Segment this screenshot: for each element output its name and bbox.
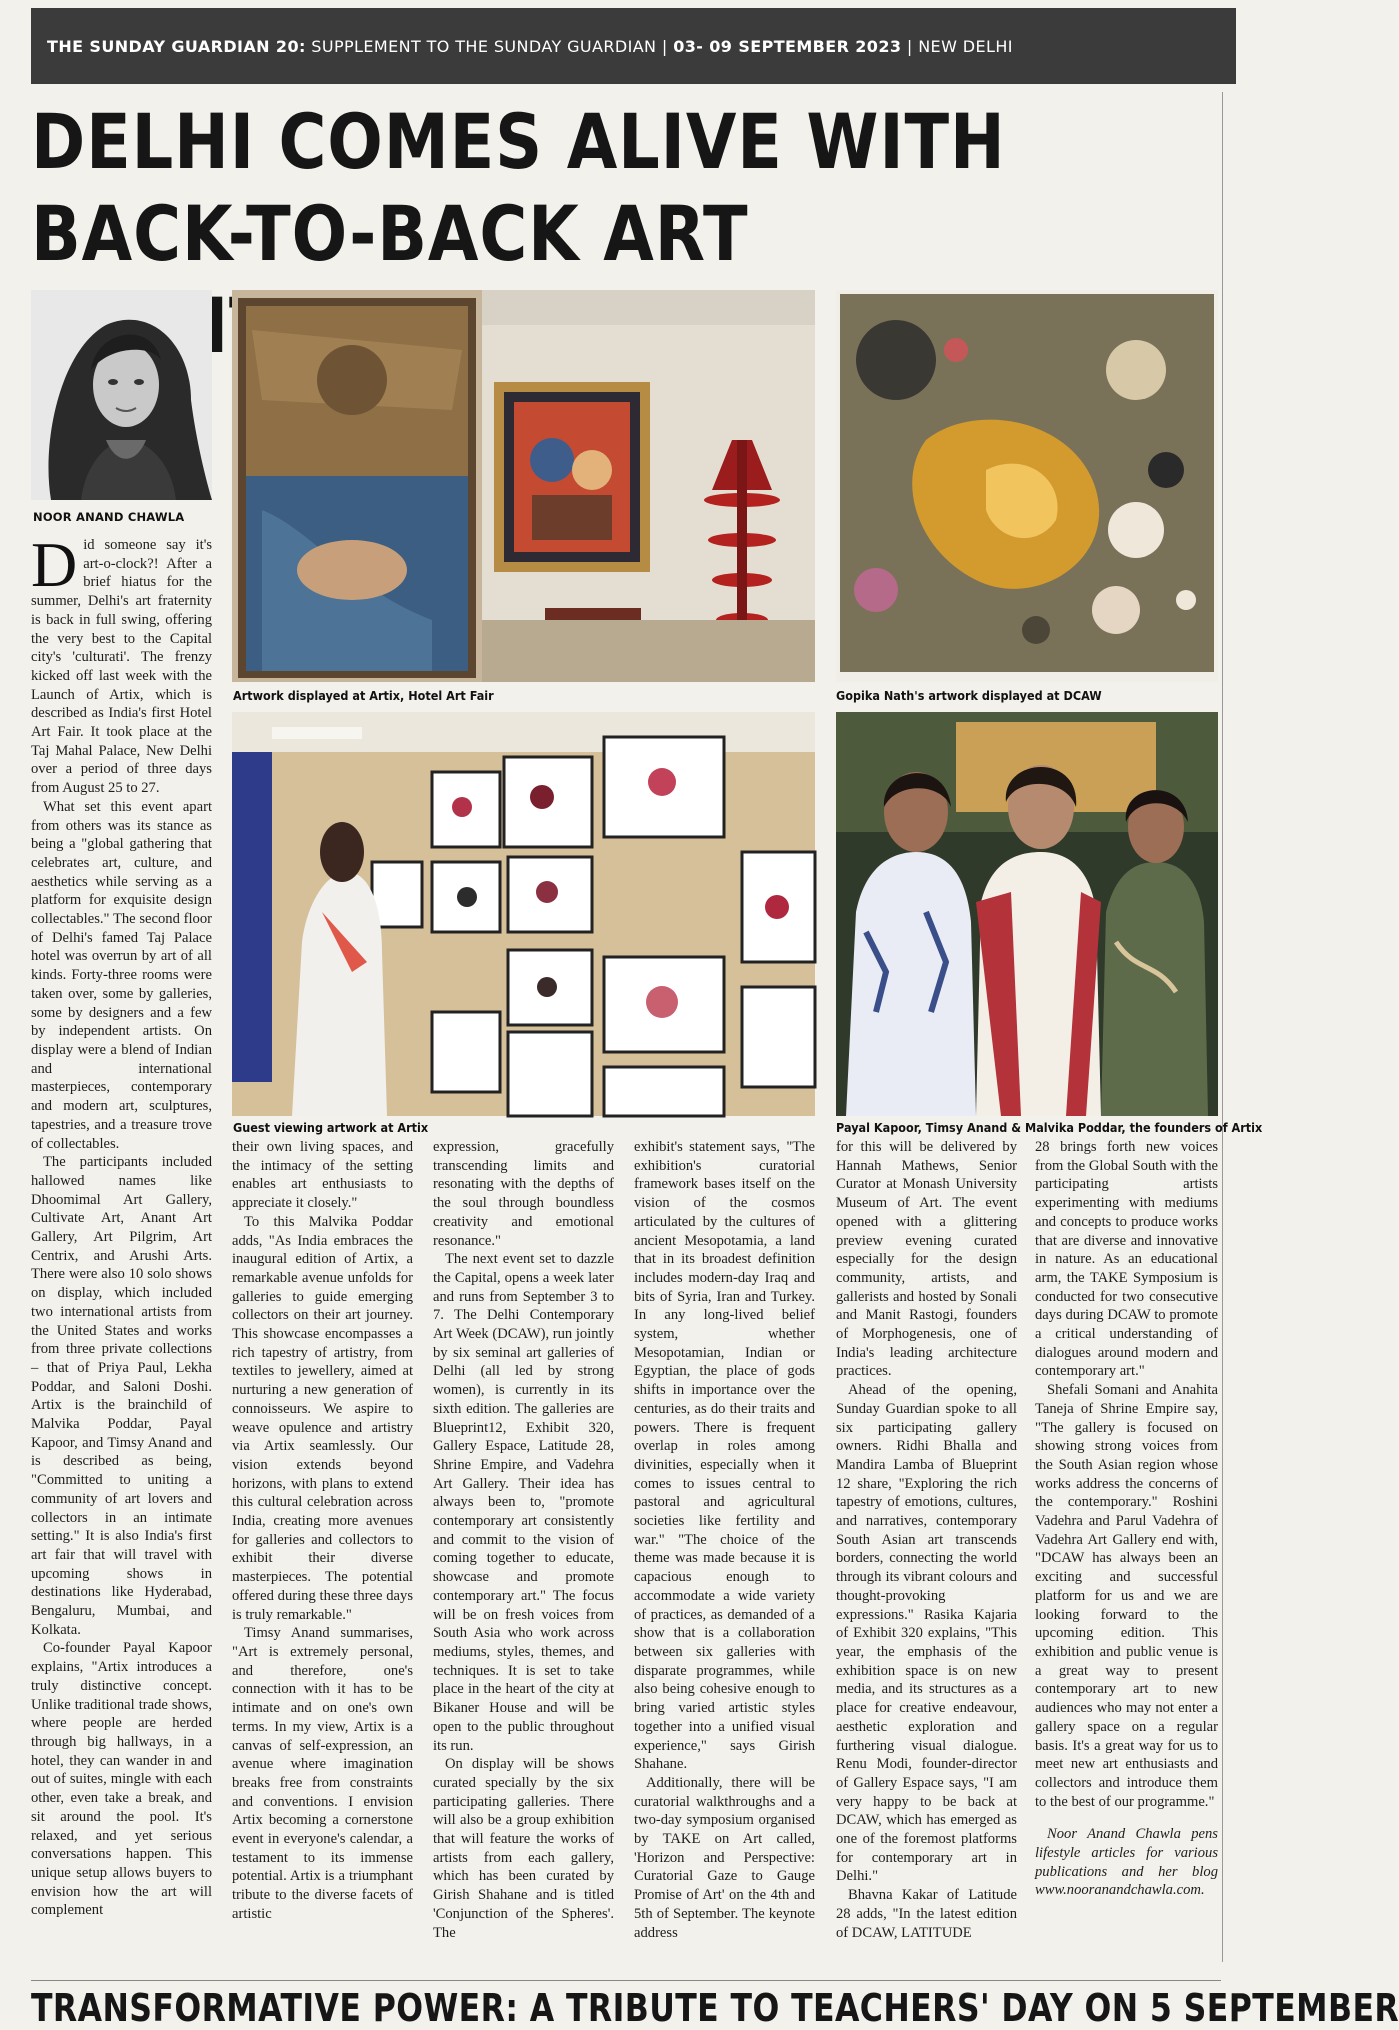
- article-paragraph: id someone say it's art-o-clock?! After a brief hiatus for the summer, Delhi's art fraternity is back in full swing, offering the very best to the Capital city's 'culturati'. The frenzy kicked off last week with the Launch of Artix, which is described as India's first Hotel Art Fair. It took place at the Taj Mahal Palace, New Delhi over a period of three days from August 25 to 27.: [31, 537, 212, 797]
- caption-photo1: Artwork displayed at Artix, Hotel Art Fair: [233, 688, 494, 703]
- article-paragraph: The next event set to dazzle the Capital, opens a week later and runs from September 3 to 7. The Delhi Contemporary Art Week (DCAW), run jointly by six seminal art galleries of Delhi (all led by strong women), is currently in its sixth edition. The galleries are Blueprint12, Exhibit 320, Gallery Espace, Latitude 28, Shrine Empire, and Vadehra Art Gallery. Their idea has always been to, "promote contemporary art consistently and commit to the vision of coming together to educate, showcase and promote contemporary art." The focus will be on fresh voices from South Asia who work across mediums, styles, themes, and techniques. It is set to take place in the heart of the city at Bikaner House and will be open to the public throughout its run.: [433, 1251, 614, 1754]
- article-paragraph: exhibit's statement says, "The exhibition's curatorial framework bases itself on the vision of the cosmos articulated by the cultures of ancient Mesopotamia, a land that in its broadest definition includes modern-day Iraq and bits of Syria, Iran and Turkey. In any long-lived belief system, whether Mesopotamian, Indian or Egyptian, the place of gods shifts in importance over the centuries, as do their traits and powers. There is frequent overlap in roles among divinities, especially when it comes to issues central to pastoral and agricultural societies like fertility and war." "The choice of the theme was made because it is capacious enough to accommodate a wide variety of practices, as demanded of a show that is a collaboration between six galleries with disparate programmes, while also being cohesive enough to bring varied artistic styles together into a unified visual experience," says Girish Shahane.: [634, 1139, 815, 1773]
- article-paragraph: To this Malvika Poddar adds, "As India embraces the inaugural edition of Artix, a remarkable avenue unfolds for galleries to guide emerging collectors on their art journey. This showcase encompasses a rich tapestry of artistry, from textiles to jewellery, aimed at nurturing a new generation of connoisseurs. We aspire to weave opulence and artistry via Artix seamlessly. Our vision extends beyond horizons, with plans to extend this cultural celebration across India, creating more avenues for galleries and collectors to exhibit their diverse masterpieces. The potential offered during these three days is truly remarkable.": [232, 1213, 413, 1623]
- article-column-4: [634, 1138, 815, 1966]
- page-gutter-divider: [1222, 92, 1238, 1962]
- photo-gopika-nath-artwork: [836, 290, 1218, 682]
- caption-photo4: Payal Kapoor, Timsy Anand & Malvika Poddar, the founders of Artix: [836, 1120, 1263, 1135]
- supplement-label: SUPPLEMENT TO THE SUNDAY GUARDIAN: [311, 36, 657, 56]
- article-paragraph: What set this event apart from others was its stance as being a "global gathering that celebrates art, culture, and aesthetics while serving as a platform for exquisite design collectables." The second floor of Delhi's famed Taj Palace hotel was overrun by art of all kinds. Forty-three rooms were taken over, some by galleries, some by designers and a few by independent artists. On display were a blend of Indian and international masterpieces, contemporary and modern art, sculptures, tapestries, and a treasure trove of collectables.: [31, 798, 212, 1152]
- article-column-5: [836, 1138, 1017, 1966]
- issue-dates: 03- 09 SEPTEMBER 2023: [673, 36, 902, 56]
- article-paragraph: Ahead of the opening, Sunday Guardian spoke to all six participating gallery owners. Ridhi Bhalla and Mandira Lamba of Blueprint 12 share, "Exploring the rich tapestry of emotions, cultures, and narratives, contemporary South Asian art transcends borders, connecting the world through its vibrant colours and thought-provoking expressions." Rasika Kajaria of Exhibit 320 explains, "This year, the emphasis of the exhibition space is on new media, and its structures as a place for creative endeavour, aesthetic exploration and furthering visual dialogue. Renu Modi, founder-director of Gallery Espace says, "I am very happy to be back at DCAW, which has emerged as one of the foremost platforms for contemporary art in Delhi.": [836, 1382, 1017, 1885]
- photo-artix-founders: [836, 712, 1218, 1116]
- article-column-2: [232, 1138, 413, 1966]
- caption-photo2: Gopika Nath's artwork displayed at DCAW: [836, 688, 1102, 703]
- article-column-1: [31, 529, 212, 1966]
- article-paragraph: On display will be shows curated specially by the six participating galleries. There will also be a group exhibition that will feature the works of artists from each gallery, which has been curated by Girish Shahane and is titled 'Conjunction of the Spheres'. The: [433, 1756, 614, 1941]
- article-paragraph: expression, gracefully transcending limits and resonating with the depths of the soul through boundless creativity and emotional resonance.": [433, 1139, 614, 1249]
- article-paragraph: The participants included hallowed names like Dhoomimal Art Gallery, Cultivate Art, Anant Art Gallery, Art Pilgrim, Art Centrix, and Arushi Arts. There were also 10 solo shows on display, which included two international artists from the United States and works from three private collections – that of Priya Paul, Lekha Poddar, and Saloni Doshi. Artix is the brainchild of Malvika Poddar, Payal Kapoor, and Timsy Anand and is described as being, "Committed to uniting a community of art lovers and collectors in an intimate setting." It is also India's first art fair that will travel with upcoming shows in destinations like Hyderabad, Bengaluru, Mumbai, and Kolkata.: [31, 1154, 212, 1638]
- author-portrait: [31, 290, 212, 500]
- masthead-bar: THE SUNDAY GUARDIAN 20: SUPPLEMENT TO THE SUNDAY GUARDIAN | 03- 09 SEPTEMBER 2023 | NEW DELHI: [31, 8, 1236, 84]
- author-byline: NOOR ANAND CHAWLA: [33, 510, 185, 524]
- section-divider: [31, 1980, 1221, 1981]
- photo-guest-viewing-artwork: [232, 712, 815, 1116]
- page-title: DELHI COMES ALIVE WITH BACK-TO-BACK ART: [31, 97, 1006, 278]
- article-column-3: [433, 1138, 614, 1966]
- next-article-headline: TRANSFORMATIVE POWER: A TRIBUTE TO TEACHERS' DAY ON 5 SEPTEMBER: [31, 1986, 1399, 2030]
- article-paragraph: 28 brings forth new voices from the Global South with the participating artists experimenting with mediums and concepts to produce works that are diverse and innovative in nature. As an educational arm, the TAKE Symposium is conducted for two consecutive days during DCAW to promote a critical understanding of dialogues around modern and contemporary art.": [1035, 1139, 1218, 1380]
- drop-cap: D: [31, 529, 78, 600]
- article-paragraph: their own living spaces, and the intimacy of the setting enables art enthusiasts to appreciate it closely.": [232, 1139, 413, 1212]
- article-paragraph: Additionally, there will be curatorial walkthroughs and a two-day symposium organised by TAKE on Art called, 'Horizon and Perspective: Curatorial Gaze to Gauge Promise of Art' on the 4th and 5th of September. The keynote address: [634, 1774, 815, 1941]
- article-paragraph: Shefali Somani and Anahita Taneja of Shrine Empire say, "The gallery is focused on showing strong voices from the South Asian region whose works address the concerns of the contemporary." Roshini Vadehra and Parul Vadehra of Vadehra Art Gallery end with, "DCAW has always been an exciting and successful platform for us and we are looking forward to the upcoming edition. This exhibition and public venue is a great way to present contemporary art to new audiences who may not enter a gallery space on a regular basis. It's a great way for us to meet new art enthusiasts and collectors and introduce them to the best of our programme.": [1035, 1382, 1218, 1810]
- article-column-6: [1035, 1138, 1218, 1966]
- caption-photo3: Guest viewing artwork at Artix: [233, 1120, 429, 1135]
- author-signoff: Noor Anand Chawla pens lifestyle articles for various publications and her blog www.nooranandchawla.com.: [1035, 1826, 1218, 1899]
- article-paragraph: Bhavna Kakar of Latitude 28 adds, "In the latest edition of DCAW, LATITUDE: [836, 1887, 1017, 1941]
- city-label: NEW DELHI: [918, 36, 1013, 56]
- photo-artix-hotel-art-fair: [232, 290, 815, 682]
- paper-name: THE SUNDAY GUARDIAN 20:: [47, 36, 306, 56]
- article-paragraph: Co-founder Payal Kapoor explains, "Artix introduces a truly distinctive concept. Unlike traditional trade shows, where people are herded through big hallways, in a hotel, they can wander in and out of suites, mingle with each other, even take a break, and sit around the pool. It's relaxed, and yet serious conversations happen. This unique setup allows buyers to envision how the art will complement: [31, 1640, 212, 1919]
- article-paragraph: Timsy Anand summarises, "Art is extremely personal, and therefore, one's connection with it has to be intimate and on one's own terms. In my view, Artix is a canvas of self-expression, an avenue where imagination breaks free from constraints and conventions. I envision Artix becoming a cornerstone event in everyone's calendar, a testament to its immense potential. Artix is a triumphant tribute to the diverse facets of artistic: [232, 1625, 413, 1922]
- article-paragraph: for this will be delivered by Hannah Mathews, Senior Curator at Monash University Museum of Art. The event opened with a glittering preview evening curated especially for the design community, artists, and gallerists and hosted by Sonali and Manit Rastogi, founders of Morphogenesis, one of India's leading architecture practices.: [836, 1139, 1017, 1380]
